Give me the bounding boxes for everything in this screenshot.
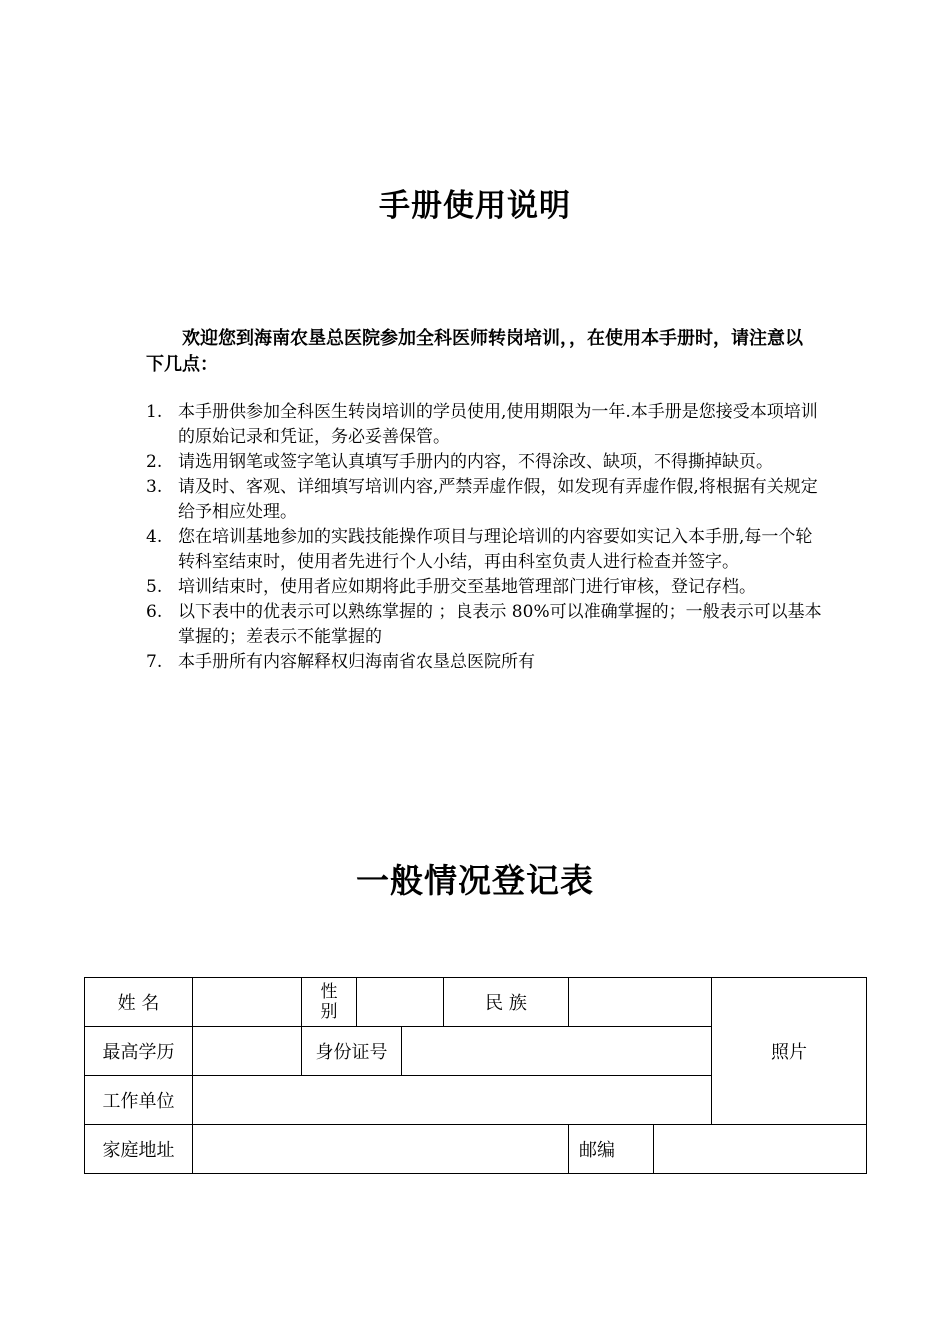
rule-text: 本手册所有内容解释权归海南省农垦总医院所有	[178, 652, 535, 672]
education-field[interactable]	[193, 1027, 302, 1076]
list-item	[146, 650, 824, 675]
id-number-field[interactable]	[402, 1027, 712, 1076]
table-row	[85, 978, 867, 1027]
gender-label-line2: 别	[320, 1002, 338, 1022]
employer-field[interactable]	[193, 1076, 712, 1125]
rule-number: 6.	[146, 602, 163, 622]
list-item	[146, 400, 824, 450]
rule-number: 5.	[146, 577, 163, 597]
list-item	[146, 475, 824, 525]
name-field[interactable]	[193, 978, 302, 1027]
gender-label-line1: 性	[320, 982, 338, 1002]
gender-field[interactable]	[357, 978, 444, 1027]
rule-number: 2.	[146, 452, 163, 472]
rule-number: 4.	[146, 527, 163, 547]
name-label: 姓 名	[85, 978, 193, 1027]
rules-list	[146, 400, 824, 675]
registration-form-table	[84, 977, 867, 1174]
rule-number: 3.	[146, 477, 163, 497]
postcode-field[interactable]	[654, 1125, 867, 1174]
rule-text: 请及时、客观、详细填写培训内容,严禁弄虚作假，如发现有弄虚作假,将根据有关规定给予相应处理。	[178, 477, 818, 522]
registration-title: 一般情况登记表	[356, 861, 594, 900]
ethnicity-field[interactable]	[569, 978, 712, 1027]
list-item	[146, 600, 824, 650]
list-item	[146, 525, 824, 575]
id-number-label: 身份证号	[302, 1027, 402, 1076]
address-label: 家庭地址	[85, 1125, 193, 1174]
list-item	[146, 450, 824, 475]
education-label: 最高学历	[85, 1027, 193, 1076]
intro-paragraph: 欢迎您到海南农垦总医院参加全科医师转岗培训，，在使用本手册时，请注意以下几点：	[146, 328, 803, 375]
rule-text: 以下表中的优表示可以熟练掌握的 ；良表示 80%可以准确掌握的；一般表示可以基本掌握的；差表示不能掌握的	[178, 602, 822, 647]
employer-label: 工作单位	[85, 1076, 193, 1125]
address-field[interactable]	[193, 1125, 569, 1174]
rule-text: 您在培训基地参加的实践技能操作项目与理论培训的内容要如实记入本手册,每一个轮转科室结束时，使用者先进行个人小结，再由科室负责人进行检查并签字。	[178, 527, 813, 572]
rule-text: 请选用钢笔或签字笔认真填写手册内的内容，不得涂改、缺项，不得撕掉缺页。	[178, 452, 773, 472]
rule-number: 7.	[146, 652, 163, 672]
table-row	[85, 1125, 867, 1174]
rule-text: 培训结束时，使用者应如期将此手册交至基地管理部门进行审核，登记存档。	[178, 577, 756, 597]
rule-text: 本手册供参加全科医生转岗培训的学员使用,使用期限为一年.本手册是您接受本项培训的原始记录和凭证，务必妥善保管。	[178, 402, 818, 447]
postcode-label: 邮编	[569, 1125, 654, 1174]
gender-label	[302, 978, 357, 1027]
ethnicity-label: 民 族	[444, 978, 569, 1027]
manual-title: 手册使用说明	[379, 188, 571, 224]
rule-number: 1.	[146, 402, 163, 422]
photo-box[interactable]: 照片	[712, 978, 867, 1125]
list-item	[146, 575, 824, 600]
